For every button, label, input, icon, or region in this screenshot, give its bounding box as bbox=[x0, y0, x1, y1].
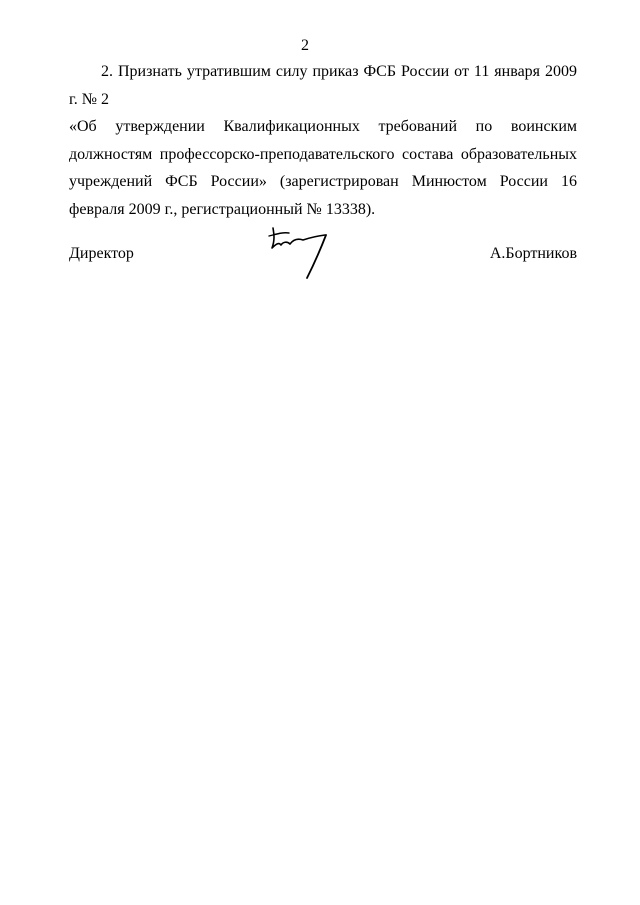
page-number: 2 bbox=[301, 37, 309, 54]
position-title: Директор bbox=[69, 245, 134, 262]
body-paragraph bbox=[69, 58, 577, 223]
paragraph-continuation: «Об утверждении Квалификационных требований по воинским должностям профессорско-преподавательского состава образовательных учреждений ФСБ России» (зарегистрирован Минюстом России 16 февраля 2009 г., регистрационный № 13338). bbox=[69, 118, 577, 218]
paragraph-first-line: 2. Признать утратившим силу приказ ФСБ России от 11 января 2009 г. № 2 bbox=[69, 63, 577, 108]
signer-name: А.Бортников bbox=[489, 245, 577, 262]
handwritten-signature bbox=[263, 218, 335, 282]
